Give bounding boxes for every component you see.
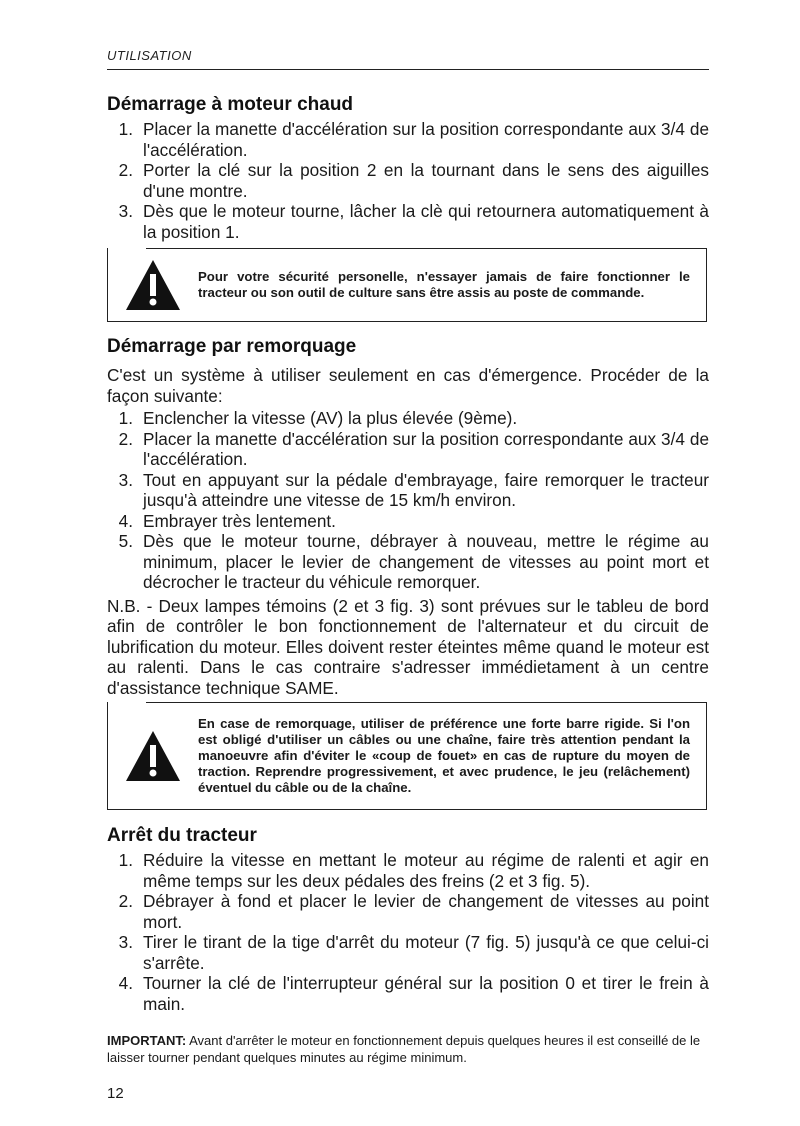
list-item [107, 470, 709, 511]
step-number: 2. [118, 428, 133, 449]
step-text: Enclencher la vitesse (AV) la plus élevée (9ème). [143, 408, 518, 428]
step-text: Réduire la vitesse en mettant le moteur au régime de ralenti et agir en même temps sur les deux pédales des freins (2 et 3 fig. 5). [143, 850, 709, 891]
section-title-stop: Arrêt du tracteur [107, 825, 257, 846]
step-number: 3. [118, 932, 133, 952]
section-title-hot-start: Démarrage à moteur chaud [107, 94, 354, 115]
section-header: UTILISATION [107, 48, 192, 63]
page-number: 12 [107, 1085, 124, 1102]
list-item [107, 932, 709, 973]
step-text: Débrayer à fond et placer le levier de changement de vitesses au point mort. [143, 891, 709, 932]
step-text: Tirer le tirant de la tige d'arrêt du moteur (7 fig. 5) jusqu'à ce que celui-ci s'arrête. [143, 932, 709, 973]
important-text: Avant d'arrêter le moteur en fonctionnement depuis quelques heures il est conseillé de le laisser tourner pendant quelques minutes au régime minimum. [107, 1033, 701, 1065]
list-item [107, 160, 709, 201]
step-number: 1. [118, 119, 133, 139]
safety-warning-box [107, 248, 707, 322]
step-number: 3. [118, 201, 133, 221]
step-text: Tourner la clé de l'interrupteur général sur la position 0 et tirer le frein à main. [143, 973, 709, 1014]
step-number: 2. [118, 160, 133, 180]
tow-start-steps [107, 408, 709, 593]
step-number: 4. [118, 973, 133, 993]
warning-text: Pour votre sécurité personelle, n'essayer jamais de faire fonctionner le tracteur ou son outil de culture sans être assis au poste de commande. [198, 268, 690, 300]
stop-steps [107, 850, 709, 1014]
important-note [107, 1032, 709, 1066]
step-text: Tout en appuyant sur la pédale d'embrayage, faire remorquer le tracteur jusqu'à atteindre une vitesse de 15 km/h environ. [143, 469, 709, 510]
warning-triangle-icon [108, 729, 198, 783]
step-number: 2. [118, 891, 133, 911]
list-item [107, 973, 709, 1014]
step-number: 4. [118, 510, 133, 531]
step-text: Dès que le moteur tourne, lâcher la clè qui retournera automatiquement à la position 1. [143, 201, 709, 242]
warning-triangle-icon [108, 258, 198, 312]
towing-warning-box [107, 702, 707, 810]
step-text: Dès que le moteur tourne, débrayer à nouveau, mettre le régime au minimum, placer le levier de changement de vitesses au point mort et décrocher le tracteur du véhicule remorquer. [143, 531, 709, 592]
step-number: 5. [118, 531, 133, 551]
step-text: Placer la manette d'accélération sur la position correspondante aux 3/4 de l'accélération. [143, 119, 709, 160]
page-content [107, 93, 709, 1066]
list-item [107, 429, 709, 470]
list-item [107, 511, 709, 532]
important-label: IMPORTANT: [107, 1033, 187, 1048]
section-title-tow-start: Démarrage par remorquage [107, 336, 357, 357]
hot-start-steps [107, 119, 709, 242]
list-item [107, 531, 709, 593]
list-item [107, 891, 709, 932]
step-number: 3. [118, 469, 133, 490]
list-item [107, 408, 709, 429]
list-item [107, 850, 709, 891]
step-number: 1. [118, 408, 133, 428]
step-text: Embrayer très lentement. [143, 510, 336, 531]
header-rule [107, 69, 709, 70]
list-item [107, 201, 709, 242]
step-number: 1. [118, 850, 133, 870]
note-paragraph: N.B. - Deux lampes témoins (2 et 3 fig. 3) sont prévues sur le tableu de bord afin de contrôler le bon fonctionnement de l'alternateur et du circuit de lubrification du moteur. Elles doivent rester éteintes même quand le moteur est au ralenti. Dans le cas contraire s'adresser immédietament à un centre d'assistance technique SAME. [107, 595, 709, 698]
step-text: Placer la manette d'accélération sur la position correspondante aux 3/4 de l'accélération. [143, 428, 709, 469]
intro-paragraph: C'est un système à utiliser seulement en cas d'émergence. Procéder de la façon suivante: [107, 365, 709, 406]
warning-text: En case de remorquage, utiliser de préférence une forte barre rigide. Si l'on est obligé d'utiliser un câbles ou une chaîne, faire très attention pendant la manoeuvre afin d'éviter le «coup de fouet» en cas de rupture du moyen de traction. Reprendre progressivement, et avec prudence, le jeu (relâchement) éventuel du câble ou de la chaîne. [198, 715, 690, 795]
step-text: Porter la clé sur la position 2 en la tournant dans le sens des aiguilles d'une montre. [143, 160, 709, 201]
list-item [107, 119, 709, 160]
